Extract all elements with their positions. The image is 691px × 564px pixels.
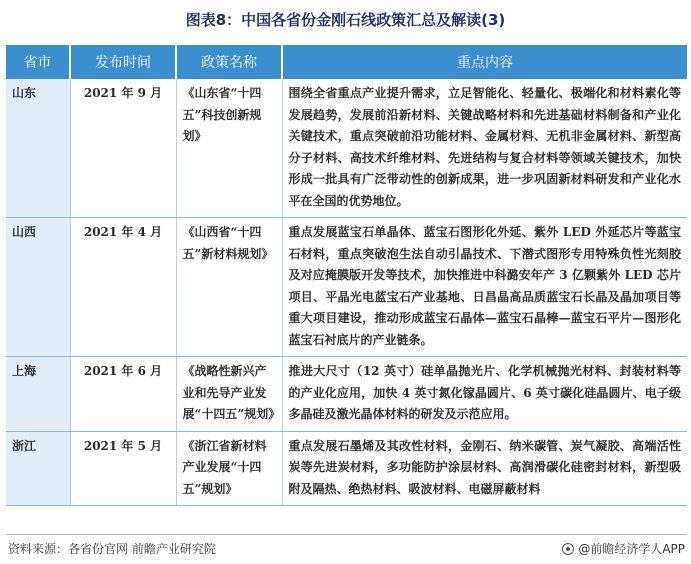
page-title: 图表8：中国各省份金刚石线政策汇总及解读(3) xyxy=(185,11,506,29)
header-time: 发布时间 xyxy=(70,45,176,79)
brand-label: @前瞻经济学人APP xyxy=(578,542,685,556)
cell-time: 2021 年 5 月 xyxy=(70,431,176,506)
cell-policy-name: 《战略性新兴产业和先导产业发展“十四五”规划》 xyxy=(176,357,282,432)
cell-time: 2021 年 6 月 xyxy=(70,357,176,432)
cell-province: 山东 xyxy=(6,79,70,218)
header-key-content: 重点内容 xyxy=(282,45,687,79)
cell-key-content: 重点发展石墨烯及其改性材料，金刚石、纳米碳管、炭气凝胶、高端活性炭等先进炭材料，多功能防护涂层材料、高润滑碳化硅密封材料，新型吸附及隔热、绝热材料、吸波材料、电磁屏蔽材料 xyxy=(282,431,687,506)
table-row xyxy=(6,357,687,432)
table-row xyxy=(6,218,687,357)
cell-time: 2021 年 4 月 xyxy=(70,218,176,357)
cell-province: 上海 xyxy=(6,357,70,432)
cell-key-content: 重点发展蓝宝石单晶体、蓝宝石图形化外延、紫外 LED 外延芯片等蓝宝石材料，重点突破泡生法自动引晶技术、下潜式图形专用特殊负性光刻胶及对应掩膜版开发等技术，加快推进中科潞安年产 3 亿颗紫外 LED 芯片项目、平晶光电蓝宝石产业基地、日昌晶高品质蓝宝石长晶及晶加项目等重大项目建设，推动形成蓝宝石晶体—蓝宝石晶棒—蓝宝石平片—图形化蓝宝石衬底片的产业链条。 xyxy=(282,218,687,357)
cell-policy-name: 《浙江省新材料产业发展“十四五”规划》 xyxy=(176,431,282,506)
table-row xyxy=(6,431,687,506)
source-note: 资料来源：各省份官网 前瞻产业研究院 xyxy=(8,542,216,556)
cell-key-content: 围绕全省重点产业提升需求，立足智能化、轻量化、极端化和材料素化等发展趋势，发展前沿新材料、关键战略材料和先进基础材料制备和产业化关键技术，重点突破前沿功能材料、金属材料、无机非金属材料、新型高分子材料、高技术纤维材料、先进结构与复合材料等领域关键技术，加快形成一批具有广泛带动性的创新成果，进一步巩固新材料研发和产业化水平在全国的优势地位。 xyxy=(282,79,687,218)
policy-table xyxy=(6,45,687,506)
circle-logo-icon xyxy=(562,543,574,555)
brand-credit xyxy=(562,540,685,557)
cell-time: 2021 年 9 月 xyxy=(70,79,176,218)
table-header-row xyxy=(6,45,687,79)
cell-province: 浙江 xyxy=(6,431,70,506)
header-province: 省市 xyxy=(6,45,70,79)
page-footer xyxy=(6,534,687,562)
cell-policy-name: 《山西省“十四五”新材料规划》 xyxy=(176,218,282,357)
table-row xyxy=(6,79,687,218)
header-policy-name: 政策名称 xyxy=(176,45,282,79)
cell-policy-name: 《山东省“十四五”科技创新规划》 xyxy=(176,79,282,218)
cell-province: 山西 xyxy=(6,218,70,357)
cell-key-content: 推进大尺寸（12 英寸）硅单晶抛光片、化学机械抛光材料、封装材料等的产业化应用，加快 4 英寸氮化镓晶圆片、6 英寸碳化硅晶圆片、电子级多晶硅及激光晶体材料的研发及示范应用。 xyxy=(282,357,687,432)
